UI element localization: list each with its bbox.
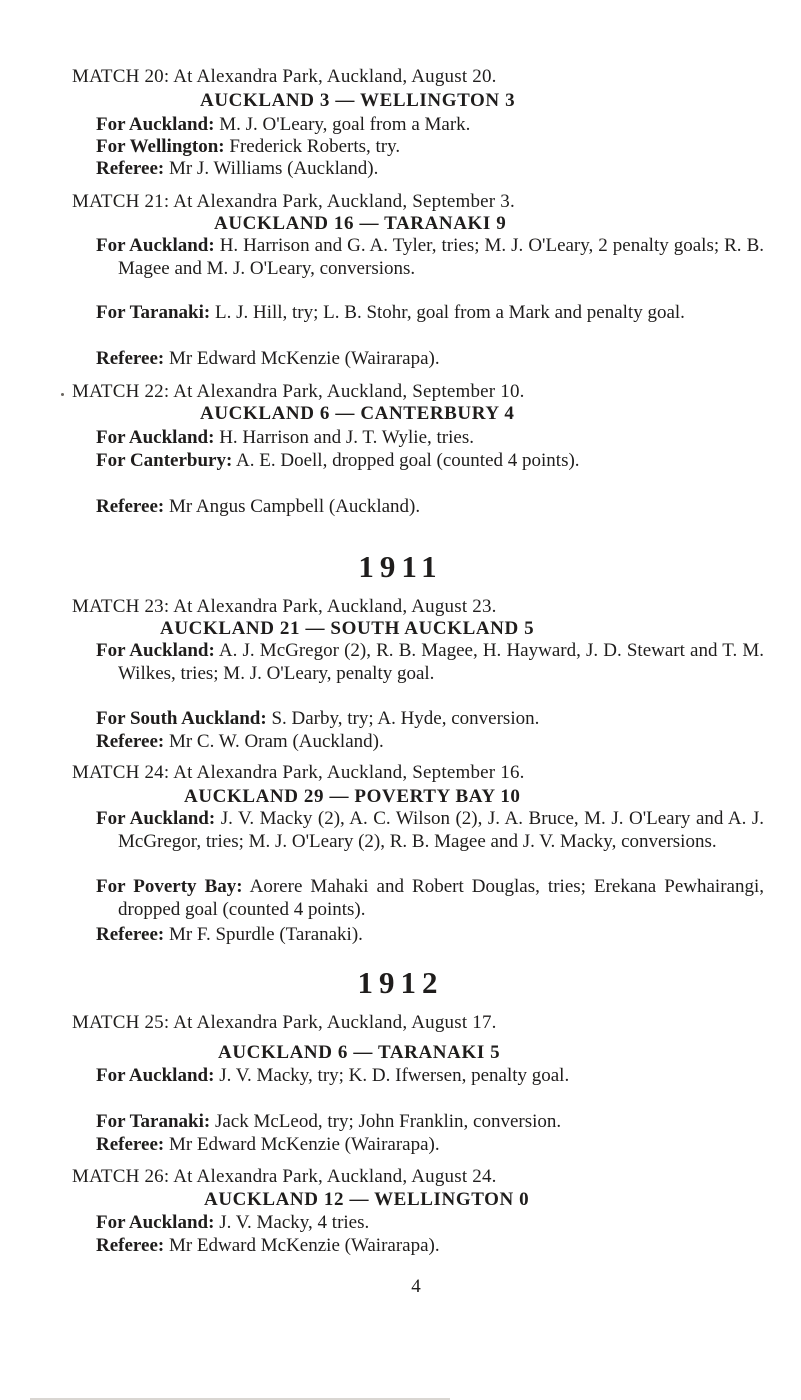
scorers-line: [96, 450, 764, 473]
margin-mark: [61, 393, 64, 396]
detail-label: Referee:: [96, 496, 165, 517]
scorers-line: [96, 302, 764, 325]
scorers-line: [96, 808, 764, 853]
match-header: MATCH 23: At Alexandra Park, Auckland, August 23.: [72, 596, 497, 617]
detail-label: Referee:: [96, 1134, 165, 1155]
year-heading: 1911: [358, 549, 443, 584]
match-header: MATCH 26: At Alexandra Park, Auckland, August 24.: [72, 1166, 497, 1187]
scorers-line: [96, 1065, 764, 1088]
match-result: AUCKLAND 29 — POVERTY BAY 10: [184, 786, 521, 807]
detail-label: For Auckland:: [96, 427, 215, 448]
match-result: AUCKLAND 21 — SOUTH AUCKLAND 5: [160, 618, 535, 639]
scorers-line: [96, 1111, 764, 1134]
scorers-line: [96, 640, 764, 685]
scorers-line: [96, 1212, 764, 1235]
referee-line: [96, 158, 764, 181]
scorers-line: [96, 114, 764, 137]
detail-label: Referee:: [96, 924, 165, 945]
match-result: AUCKLAND 3 — WELLINGTON 3: [200, 90, 516, 111]
detail-text: M. J. O'Leary, goal from a Mark.: [214, 114, 471, 135]
match-header: MATCH 20: At Alexandra Park, Auckland, August 20.: [72, 66, 497, 87]
detail-label: Referee:: [96, 158, 165, 179]
detail-text: S. Darby, try; A. Hyde, conversion.: [266, 708, 540, 729]
detail-label: For Auckland:: [96, 1065, 215, 1086]
scorers-line: [96, 876, 764, 921]
match-header: MATCH 22: At Alexandra Park, Auckland, September 10.: [72, 381, 525, 402]
scorers-line: [96, 235, 764, 280]
detail-text: J. V. Macky, try; K. D. Ifwersen, penalty goal.: [214, 1065, 570, 1086]
detail-label: For Wellington:: [96, 136, 225, 157]
match-header: MATCH 25: At Alexandra Park, Auckland, August 17.: [72, 1012, 497, 1033]
detail-label: For Taranaki:: [96, 302, 211, 323]
referee-line: [96, 1134, 764, 1157]
detail-text: Jack McLeod, try; John Franklin, conversion.: [210, 1111, 562, 1132]
detail-text: Mr F. Spurdle (Taranaki).: [164, 924, 363, 945]
detail-label: Referee:: [96, 1235, 165, 1256]
detail-text: H. Harrison and G. A. Tyler, tries; M. J. O'Leary, 2 penalty goals; R. B. Magee and M. J. O'Leary, conversions.: [118, 235, 764, 279]
scorers-line: [96, 427, 764, 450]
detail-label: For South Auckland:: [96, 708, 267, 729]
detail-label: Referee:: [96, 348, 165, 369]
detail-label: For Auckland:: [96, 808, 216, 829]
detail-text: A. J. McGregor (2), R. B. Magee, H. Hayward, J. D. Stewart and T. M. Wilkes, tries; M. J. O'Leary, penalty goal.: [118, 640, 764, 684]
detail-text: Aorere Mahaki and Robert Douglas, tries; Erekana Pewhairangi, dropped goal (counted 4 points).: [118, 876, 764, 920]
detail-label: For Canterbury:: [96, 450, 233, 471]
match-result: AUCKLAND 6 — TARANAKI 5: [218, 1042, 501, 1063]
detail-text: Mr Angus Campbell (Auckland).: [164, 496, 421, 517]
detail-label: For Auckland:: [96, 235, 215, 256]
detail-text: Mr J. Williams (Auckland).: [164, 158, 379, 179]
detail-label: Referee:: [96, 731, 165, 752]
detail-text: Mr Edward McKenzie (Wairarapa).: [164, 348, 440, 369]
match-header: MATCH 21: At Alexandra Park, Auckland, September 3.: [72, 191, 515, 212]
detail-label: For Auckland:: [96, 114, 215, 135]
detail-label: For Auckland:: [96, 1212, 215, 1233]
detail-text: Mr Edward McKenzie (Wairarapa).: [164, 1134, 440, 1155]
detail-text: Mr Edward McKenzie (Wairarapa).: [164, 1235, 440, 1256]
year-heading: 1912: [357, 965, 444, 1000]
referee-line: [96, 496, 764, 519]
page-number: 4: [411, 1276, 421, 1297]
detail-text: Frederick Roberts, try.: [224, 136, 401, 157]
detail-label: For Auckland:: [96, 640, 215, 661]
detail-text: J. V. Macky (2), A. C. Wilson (2), J. A. Bruce, M. J. O'Leary and A. J. McGregor, tries; M. J. O'Leary (2), R. B. Magee and J. V. Macky, conversions.: [118, 808, 764, 852]
referee-line: [96, 348, 764, 371]
match-header: MATCH 24: At Alexandra Park, Auckland, September 16.: [72, 762, 525, 783]
referee-line: [96, 924, 764, 947]
match-result: AUCKLAND 6 — CANTERBURY 4: [200, 403, 515, 424]
detail-text: Mr C. W. Oram (Auckland).: [164, 731, 384, 752]
detail-text: A. E. Doell, dropped goal (counted 4 points).: [232, 450, 580, 471]
detail-text: L. J. Hill, try; L. B. Stohr, goal from a Mark and penalty goal.: [210, 302, 685, 323]
detail-text: H. Harrison and J. T. Wylie, tries.: [214, 427, 474, 448]
detail-label: For Poverty Bay:: [96, 876, 243, 897]
scorers-line: [96, 136, 764, 159]
match-result: AUCKLAND 12 — WELLINGTON 0: [204, 1189, 530, 1210]
scorers-line: [96, 708, 764, 731]
match-result: AUCKLAND 16 — TARANAKI 9: [214, 213, 507, 234]
referee-line: [96, 731, 764, 754]
referee-line: [96, 1235, 764, 1258]
detail-label: For Taranaki:: [96, 1111, 211, 1132]
detail-text: J. V. Macky, 4 tries.: [214, 1212, 370, 1233]
